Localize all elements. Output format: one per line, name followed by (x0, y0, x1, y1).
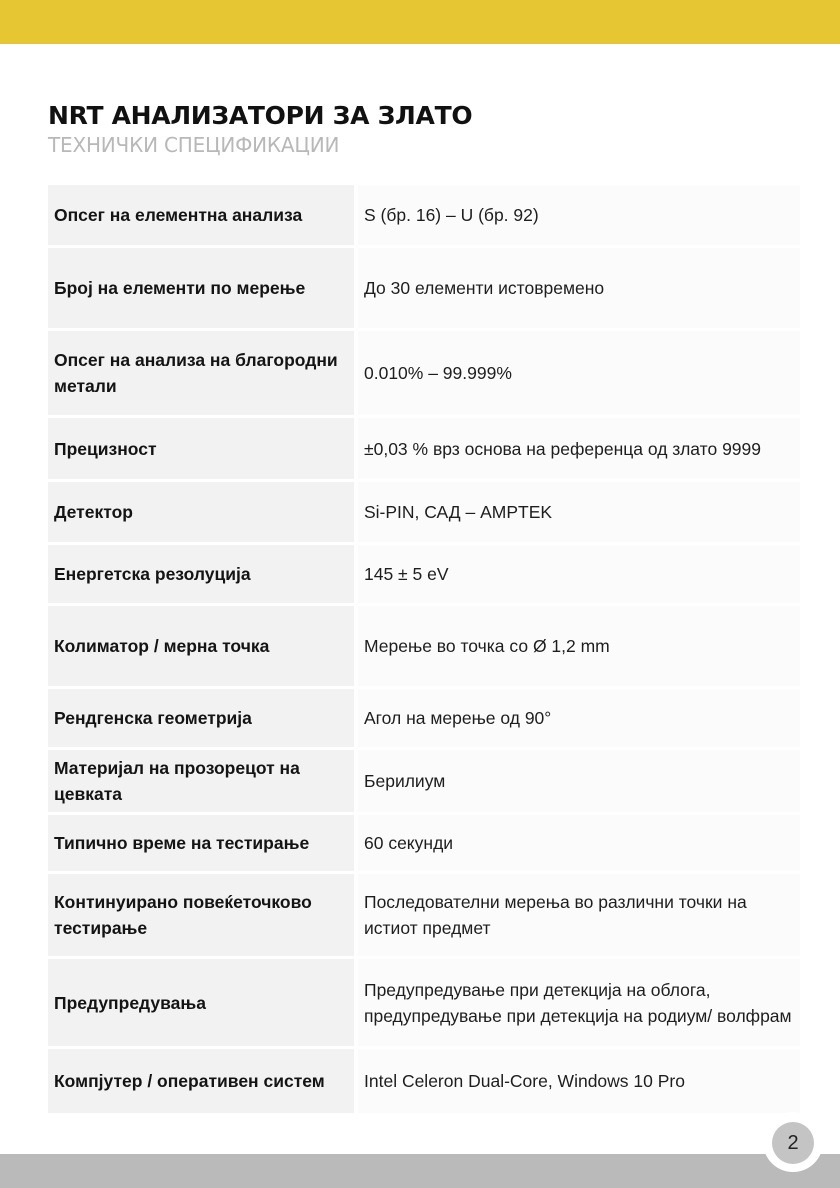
spec-value: 60 секунди (358, 815, 800, 871)
spec-row (48, 874, 800, 956)
spec-row (48, 750, 800, 812)
spec-value: ±0,03 % врз основа на референца од злато 9999 (358, 418, 800, 479)
spec-label: Материјал на прозорецот на цевката (48, 750, 354, 812)
spec-row (48, 185, 800, 245)
spec-value: Мерење во точка со Ø 1,2 mm (358, 606, 800, 686)
spec-label: Компјутер / оперативен систем (48, 1049, 354, 1113)
spec-label: Опсег на анализа на благородни метали (48, 331, 354, 415)
spec-row (48, 689, 800, 747)
spec-value: До 30 елементи истовремено (358, 248, 800, 328)
spec-label: Енергетска резолуција (48, 545, 354, 603)
spec-value: Si-PIN, САД – AMPTEK (358, 482, 800, 542)
spec-value: 0.010% – 99.999% (358, 331, 800, 415)
page-number: 2 (772, 1122, 814, 1164)
page-subtitle: ТЕХНИЧКИ СПЕЦИФИКАЦИИ (48, 133, 340, 157)
spec-row (48, 482, 800, 542)
spec-value: Intel Celeron Dual-Core, Windows 10 Pro (358, 1049, 800, 1113)
spec-row (48, 959, 800, 1046)
spec-value: Предупредување при детекција на облога, предупредување при детекција на родиум/ волфрам (358, 959, 800, 1046)
spec-label: Прецизност (48, 418, 354, 479)
spec-value: Берилиум (358, 750, 800, 812)
spec-value: 145 ± 5 eV (358, 545, 800, 603)
spec-row (48, 331, 800, 415)
spec-row (48, 815, 800, 871)
spec-row (48, 248, 800, 328)
spec-row (48, 1049, 800, 1113)
spec-label: Континуирано повеќеточково тестирање (48, 874, 354, 956)
spec-value: Агол на мерење од 90° (358, 689, 800, 747)
bottom-footer-bar (0, 1154, 840, 1188)
spec-row (48, 545, 800, 603)
page-title: NRT АНАЛИЗАТОРИ ЗА ЗЛАТО (48, 101, 473, 130)
spec-table (48, 182, 800, 1116)
spec-label: Опсег на елементна анализа (48, 185, 354, 245)
spec-label: Рендгенска геометрија (48, 689, 354, 747)
spec-label: Типично време на тестирање (48, 815, 354, 871)
spec-value: Последователни мерења во различни точки на истиот предмет (358, 874, 800, 956)
spec-label: Колиматор / мерна точка (48, 606, 354, 686)
spec-row (48, 418, 800, 479)
spec-label: Предупредувања (48, 959, 354, 1046)
spec-label: Број на елементи по мерење (48, 248, 354, 328)
top-accent-bar (0, 0, 840, 44)
spec-label: Детектор (48, 482, 354, 542)
spec-value: S (бр. 16) – U (бр. 92) (358, 185, 800, 245)
spec-row (48, 606, 800, 686)
title-block (48, 100, 472, 158)
